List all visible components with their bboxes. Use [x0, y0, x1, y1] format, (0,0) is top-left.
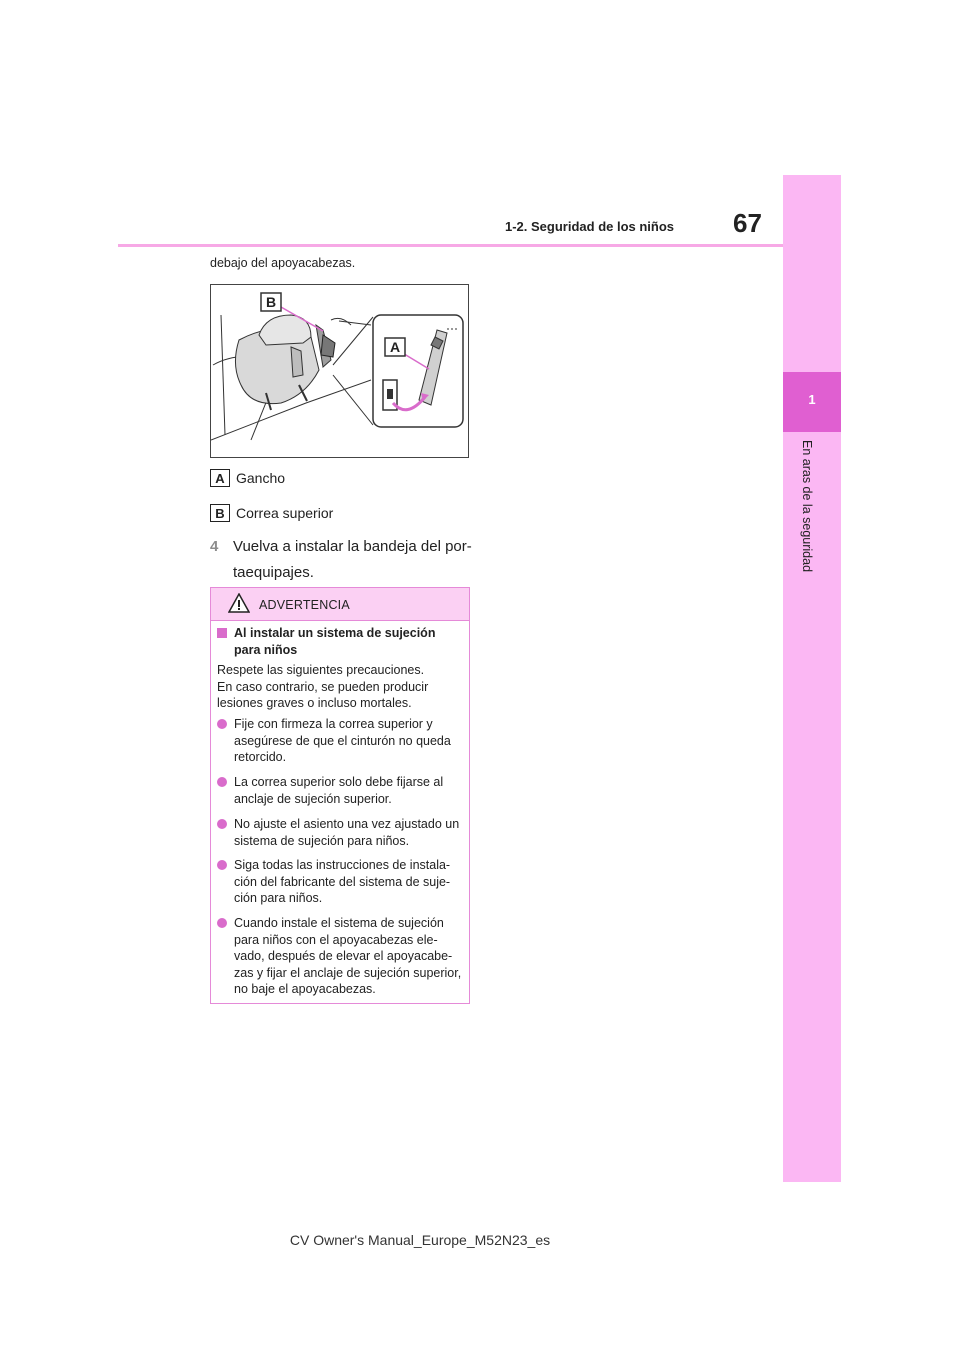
warning-box	[210, 587, 470, 1004]
warning-header	[211, 588, 469, 621]
side-tab	[783, 175, 841, 1182]
seat-illustration	[211, 285, 468, 457]
warning-bullet-text: Fije con firmeza la correa superior y asegúrese de que el cinturón no queda retorcido.	[234, 717, 451, 764]
warning-bullet	[217, 774, 462, 807]
warning-triangle-icon	[228, 593, 250, 613]
bullet-dot-icon	[217, 918, 227, 928]
figure-label-b: B	[266, 294, 277, 310]
chapter-number: 1	[808, 392, 816, 407]
warning-heading	[217, 625, 457, 658]
bullet-dot-icon	[217, 777, 227, 787]
bullet-dot-icon	[217, 719, 227, 729]
chapter-title: En aras de la seguridad	[800, 440, 814, 573]
warning-bullet-text: No ajuste el asiento una vez ajustado un sistema de sujeción para niños.	[234, 817, 460, 848]
section-title: 1-2. Seguridad de los niños	[505, 219, 675, 234]
warning-title: ADVERTENCIA	[259, 598, 350, 612]
warning-bullet	[217, 716, 462, 766]
warning-bullet	[217, 915, 462, 998]
warning-heading-text: Al instalar un sistema de sujeción para niños	[234, 626, 436, 657]
figure-label-a: A	[390, 339, 401, 355]
header-rule	[118, 244, 783, 247]
legend-text-a: Gancho	[236, 470, 286, 486]
warning-bullet-text: Cuando instale el sistema de sujeción para niños con el apoyacabezas ele-vado, después de elevar el apoyacabe-zas y fijar el anclaje de sujeción superior, no baje el apoyacabezas.	[234, 916, 462, 996]
bullet-dot-icon	[217, 819, 227, 829]
warning-intro: Respete las siguientes precauciones. En caso contrario, se pueden producir lesiones graves o incluso mortales.	[217, 663, 429, 710]
heading-square-icon	[217, 628, 227, 638]
bullet-dot-icon	[217, 860, 227, 870]
warning-bullet	[217, 857, 462, 907]
intro-text: debajo del apoyacabezas.	[210, 256, 356, 270]
legend-badge-a: A	[210, 469, 230, 487]
page-number: 67	[733, 208, 762, 238]
legend-badge-b: B	[210, 504, 230, 522]
footer-text: CV Owner's Manual_Europe_M52N23_es	[289, 1232, 551, 1248]
legend-item-b	[210, 504, 333, 522]
step-number: 4	[210, 538, 219, 555]
figure-tether-strap	[210, 284, 469, 458]
step-text: Vuelva a instalar la bandeja del por-taequipajes.	[233, 538, 472, 581]
warning-bullet-text: La correa superior solo debe fijarse al anclaje de sujeción superior.	[234, 775, 444, 806]
warning-bullet-text: Siga todas las instrucciones de instala-ción del fabricante del sistema de suje-ción para niños.	[234, 858, 451, 905]
legend-text-b: Correa superior	[236, 505, 334, 521]
footer	[0, 1232, 552, 1248]
legend-item-a	[210, 469, 285, 487]
warning-bullet	[217, 816, 462, 849]
